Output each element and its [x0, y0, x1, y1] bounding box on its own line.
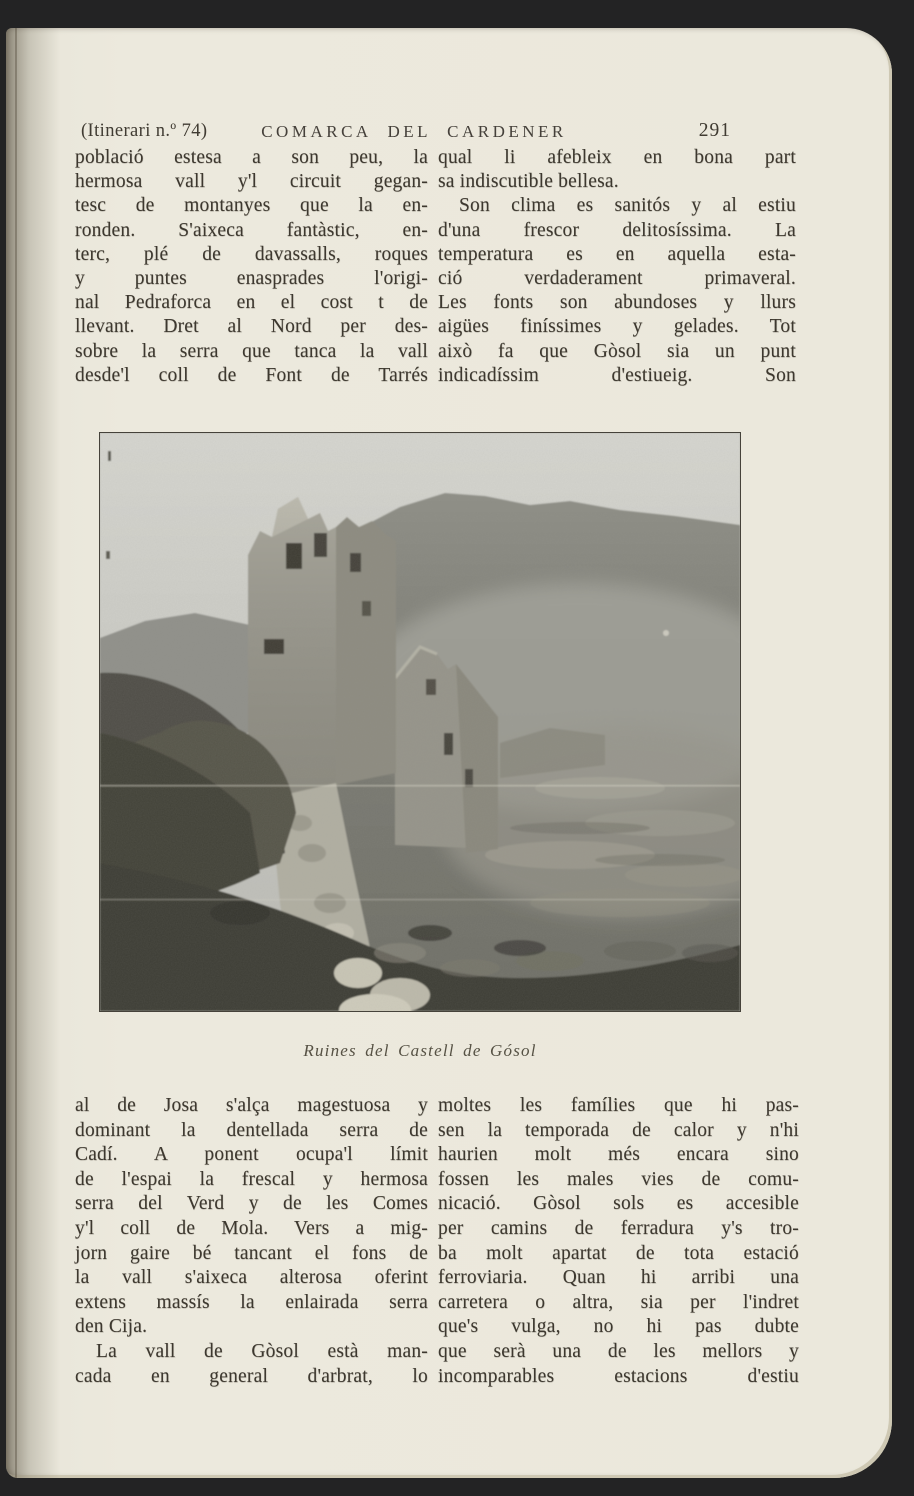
text-line: això fa que Gòsol sia un punt: [438, 340, 796, 362]
text-line: fossen les males vies de comu-: [438, 1168, 799, 1190]
itinerary-label: (Itinerari n.º 74): [81, 121, 208, 141]
text-line: Les fonts son abundoses y llurs: [438, 292, 796, 314]
text-line: y puntes enasprades l'origi-: [75, 268, 428, 290]
photo-caption: Ruines del Castell de Gósol: [303, 1041, 537, 1060]
text-line: y'l coll de Mola. Vers a mig-: [75, 1217, 428, 1239]
text-line: sen la temporada de calor y n'hi: [438, 1119, 799, 1141]
text-line: població estesa a son peu, la: [75, 147, 428, 168]
column-bottom-right: [438, 1094, 799, 1389]
text-line: La vall de Gòsol està man-: [96, 1340, 428, 1362]
text-line: que's vulga, no hi pas dubte: [438, 1316, 799, 1338]
column-bottom-left: [75, 1094, 428, 1389]
text-line: moltes les famílies que hi pas-: [438, 1095, 799, 1116]
column-top-right: [438, 146, 796, 388]
text-line: per camins de ferradura y's tro-: [438, 1217, 799, 1239]
text-line: nal Pedraforca en el cost t de: [75, 292, 428, 314]
text-line: extens massís la enlairada serra: [75, 1291, 428, 1313]
text-line: incomparables estacions d'estiu: [438, 1365, 799, 1387]
text-line: hermosa vall y'l circuit gegan-: [75, 171, 428, 193]
text-line: sobre la serra que tanca la vall: [75, 340, 428, 362]
text-line: ció verdaderament primaveral.: [438, 268, 796, 290]
text-line: den Cija.: [75, 1316, 148, 1338]
text-line: desde'l coll de Font de Tarrés: [75, 364, 428, 386]
text-line: ferroviaria. Quan hi arribi una: [438, 1267, 799, 1289]
text-line: serra del Verd y de les Comes: [75, 1193, 428, 1215]
text-line: Son clima es sanitós y al estiu: [459, 195, 796, 217]
text-line: haurien molt més encara sino: [438, 1144, 799, 1166]
page-title: COMARCA DEL CARDENER: [261, 122, 567, 141]
text-line: que serà una de les mellors y: [438, 1340, 799, 1362]
text-line: al de Josa s'alça magestuosa y: [75, 1095, 428, 1116]
text-line: terc, plé de davassalls, roques: [75, 243, 428, 265]
text-line: cada en general d'arbrat, lo: [75, 1365, 428, 1387]
text-line: qual li afebleix en bona part: [438, 147, 796, 168]
text-line: indicadíssim d'estiueig. Son: [438, 364, 796, 386]
text-line: sa indiscutible bellesa.: [438, 171, 619, 193]
text-line: llevant. Dret al Nord per des-: [75, 316, 428, 338]
text-line: ba molt apartat de tota estació: [438, 1242, 799, 1264]
text-line: jorn gaire bé tancant el fons de: [75, 1242, 428, 1264]
text-line: la vall s'aixeca alterosa oferint: [75, 1267, 428, 1289]
text-line: nicació. Gòsol sols es accesible: [438, 1193, 799, 1215]
text-line: de l'espai la frescal y hermosa: [75, 1168, 428, 1190]
text-line: aigües finíssimes y gelades. Tot: [438, 316, 796, 338]
page-header: [81, 120, 807, 148]
text-line: temperatura es en aquella esta-: [438, 243, 796, 265]
castle-ruins-illustration: [100, 433, 740, 1011]
text-line: carretera o altra, sia per l'indret: [438, 1291, 799, 1313]
text-line: dominant la dentellada serra de: [75, 1119, 428, 1141]
page-number: 291: [698, 120, 731, 141]
text-line: ronden. S'aixeca fantàstic, en-: [75, 219, 428, 241]
text-line: tesc de montanyes que la en-: [75, 195, 428, 217]
text-line: Cadí. A ponent ocupa'l límit: [75, 1144, 428, 1166]
castle-ruins-photo: [99, 432, 741, 1012]
text-line: d'una frescor delitosíssima. La: [438, 219, 796, 241]
column-top-left: [75, 146, 428, 388]
